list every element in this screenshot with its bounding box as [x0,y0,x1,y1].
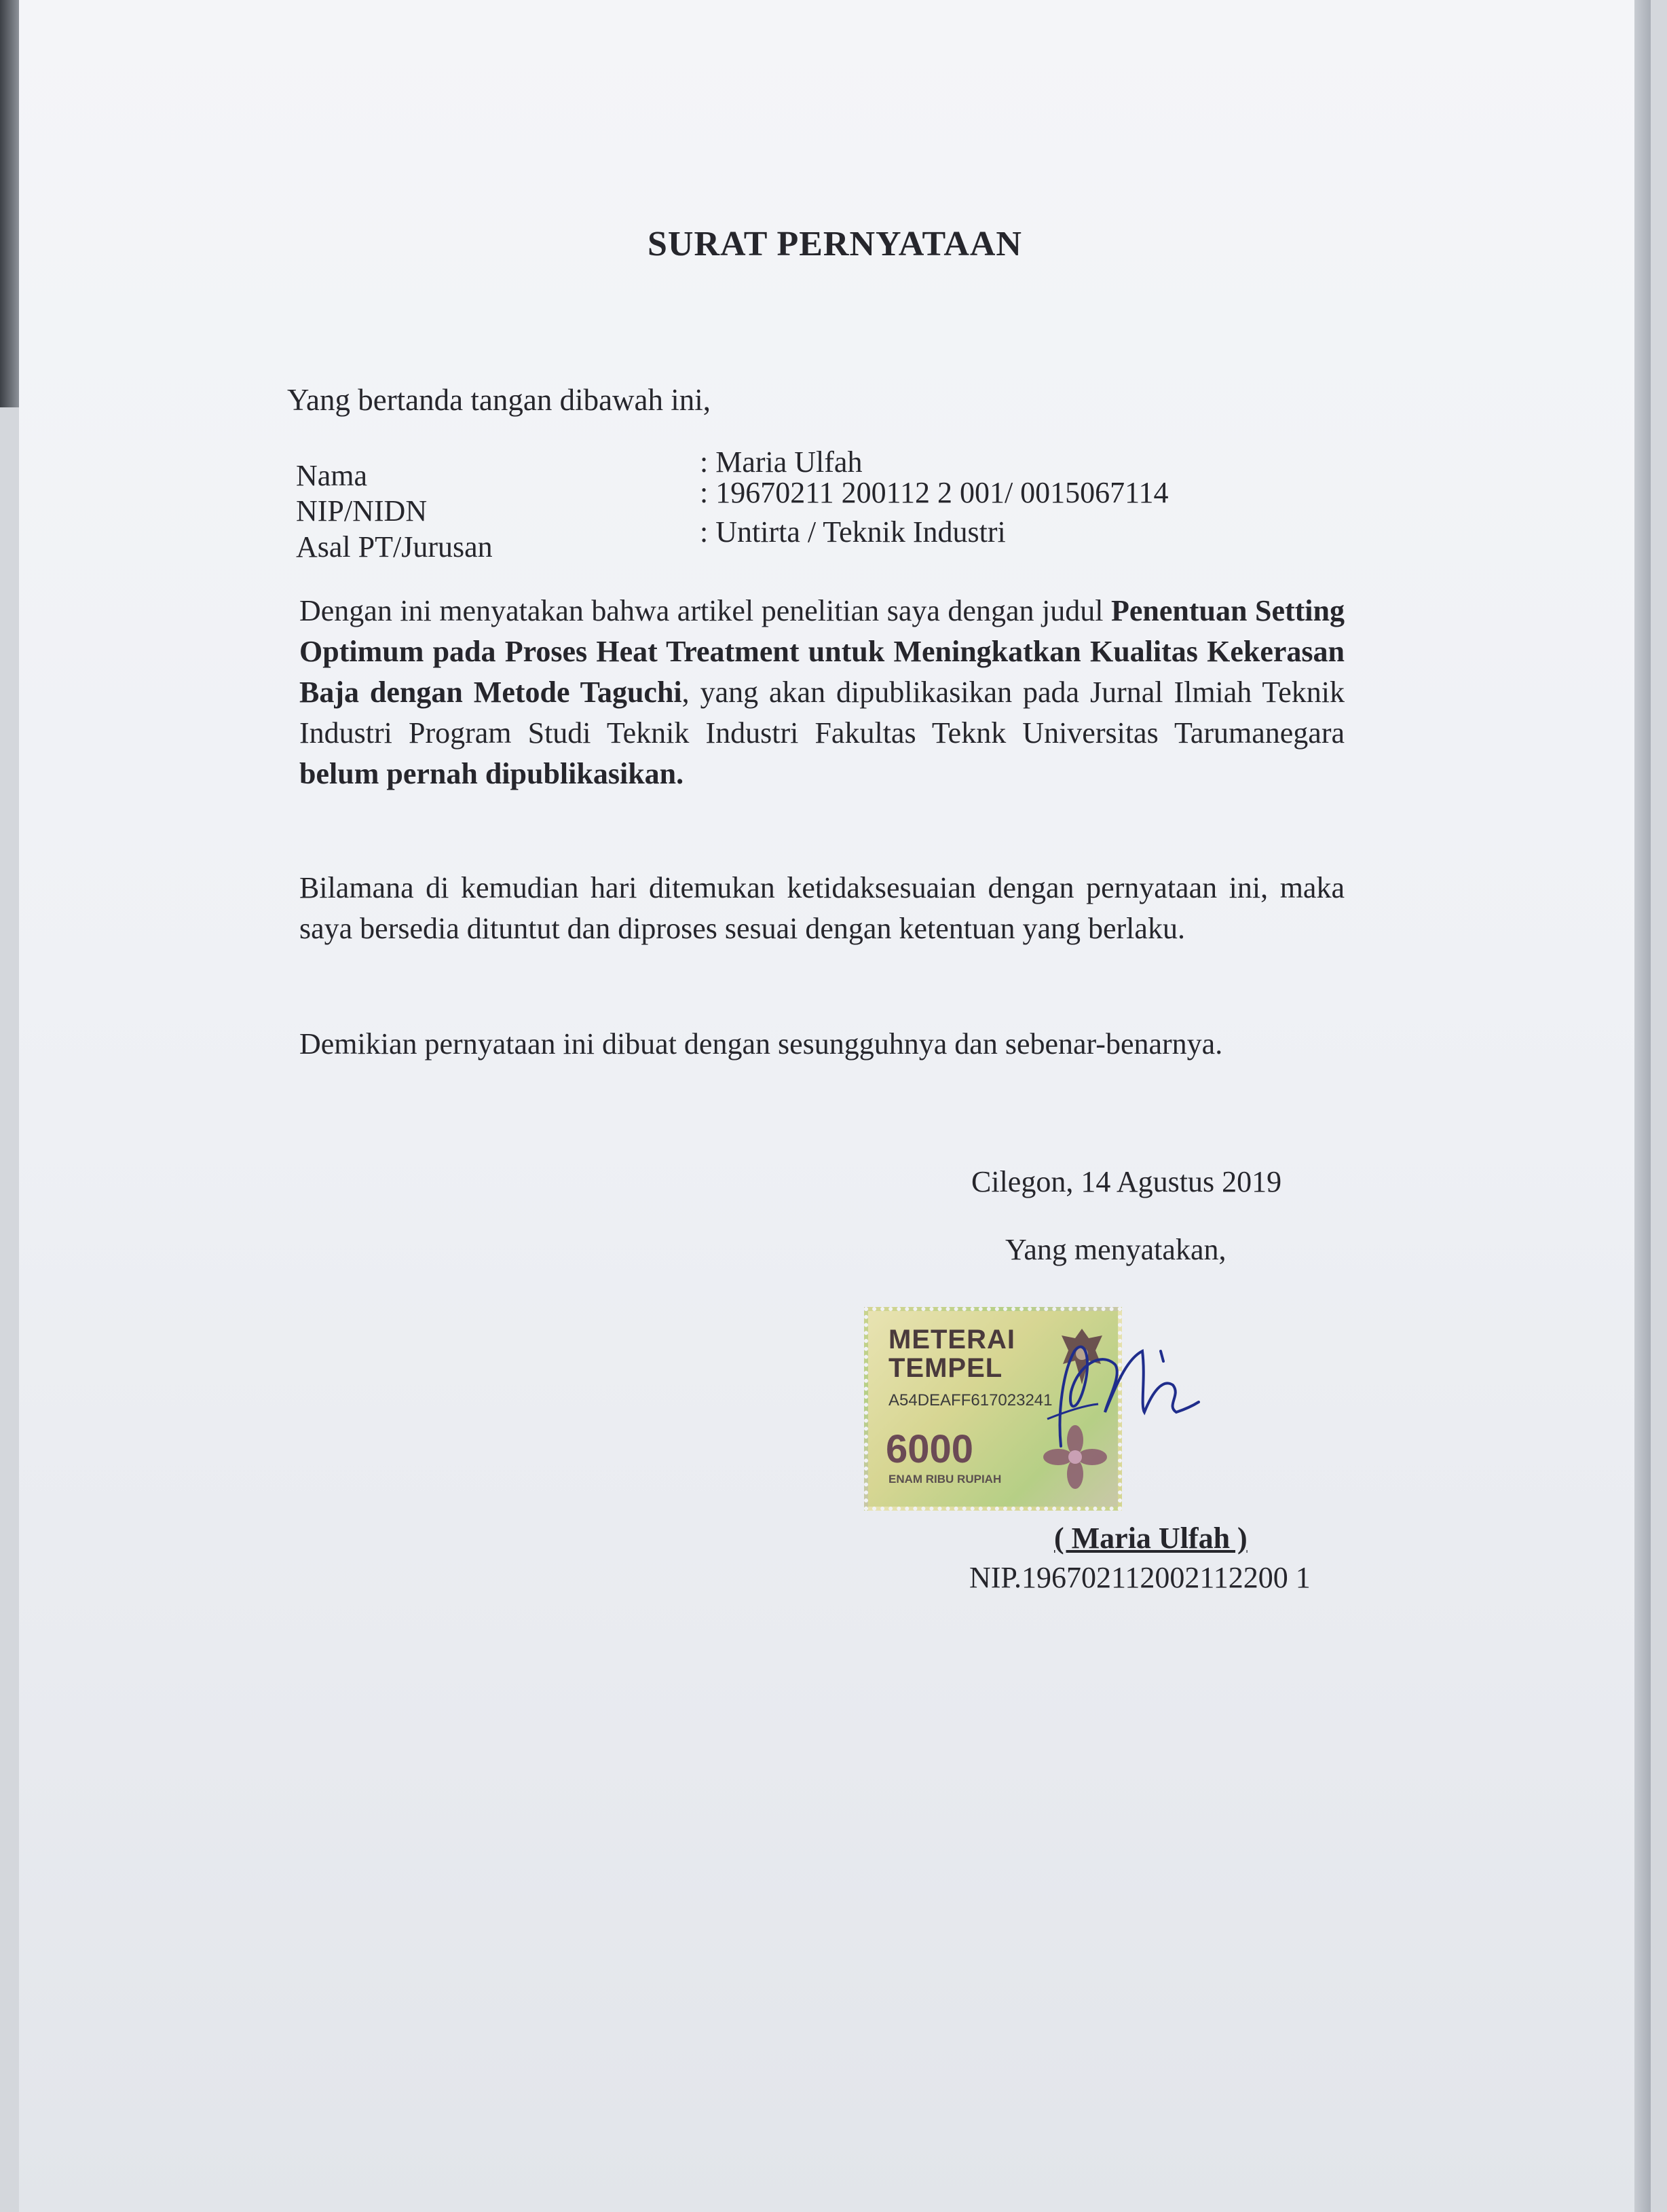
place-date: Cilegon, 14 Agustus 2019 [971,1165,1282,1198]
stamp-words: ENAM RIBU RUPIAH [888,1473,1002,1486]
paragraph-closing: Demikian pernyataan ini dibuat dengan sesungguhnya dan sebenar-benarnya. [299,1027,1223,1061]
intro-text: Yang bertanda tangan dibawah ini, [287,383,711,417]
document-page [19,0,1651,2212]
stamp-line2: TEMPEL [888,1353,1003,1383]
field-value-nip: : 19670211 200112 2 001/ 0015067114 [700,476,1169,509]
paragraph-statement-part1: Dengan ini menyatakan bahwa artikel penelitian saya dengan judul [299,594,1111,627]
paragraph-statement-part2: , yang akan dipublikasikan pada Jurnal Ilmiah Teknik Industri Program Studi Teknik Industri Fakultas Teknk Universitas Tarumanegara [299,676,1345,750]
handwritten-signature-icon [983,1310,1227,1480]
stamp-line1: METERAI [888,1325,1015,1354]
article-title: Penentuan Setting Optimum pada Proses Heat Treatment untuk Meningkatkan Kualitas Kekerasan Baja dengan Metode Taguchi [299,594,1345,709]
stamp-serial: A54DEAFF617023241 [888,1391,1053,1409]
signer-name: ( Maria Ulfah ) [1054,1522,1248,1555]
stamp-value: 6000 [886,1427,974,1471]
paragraph-consequence: Bilamana di kemudian hari ditemukan ketidaksesuaian dengan pernyataan ini, maka saya bersedia dituntut dan diproses sesuai dengan ketentuan yang berlaku. [299,871,1345,945]
publication-status: belum pernah dipublikasikan. [299,757,684,790]
field-value-nama: : Maria Ulfah [700,445,863,479]
page-shadow-edge [1634,0,1651,2212]
background-edge [0,0,19,407]
paragraph-statement [299,591,1345,794]
field-label-nip: NIP/NIDN [296,494,428,528]
field-value-asal: : Untirta / Teknik Industri [700,515,1006,549]
field-label-asal: Asal PT/Jurusan [296,530,493,564]
closing-text: Yang menyatakan, [1005,1233,1226,1266]
field-label-nama: Nama [296,459,368,492]
document-title: SURAT PERNYATAAN [648,225,1022,263]
signer-nip: NIP.196702112002112200 1 [969,1561,1311,1594]
